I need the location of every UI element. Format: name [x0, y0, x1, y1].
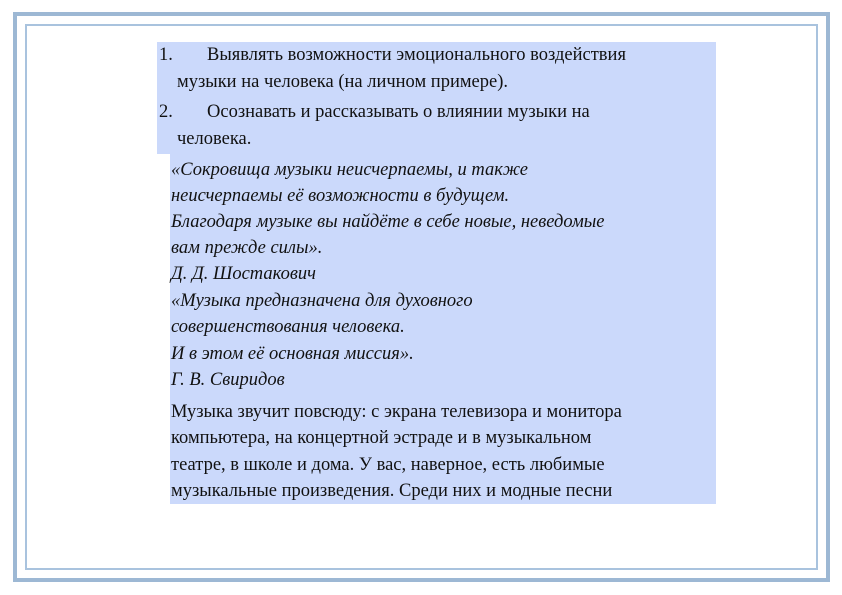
quote-author: Д. Д. Шостакович: [171, 264, 316, 284]
list-item-text: Осознавать и рассказывать о влиянии музыки на: [207, 102, 590, 122]
quote-line: неисчерпаемы её возможности в будущем.: [171, 186, 510, 206]
paragraph-line: компьютера, на концертной эстраде и в музыкальном: [171, 428, 592, 448]
quote-line: «Сокровища музыки неисчерпаемы, и также: [171, 160, 529, 180]
paragraph-line: театре, в школе и дома. У вас, наверное, есть любимые: [171, 455, 605, 475]
list-item-number: 1.: [159, 45, 173, 65]
quote-line: вам прежде силы».: [171, 238, 323, 258]
quote-line: «Музыка предназначена для духовного: [171, 291, 473, 311]
paragraph-line: Музыка звучит повсюду: с экрана телевизора и монитора: [171, 402, 622, 422]
quote-line: Благодаря музыке вы найдёте в себе новые, неведомые: [171, 212, 605, 232]
list-item-text-continued: музыки на человека (на личном примере).: [177, 72, 509, 92]
quote-line: совершенствования человека.: [171, 317, 405, 337]
paragraph-line: музыкальные произведения. Среди них и модные песни: [171, 481, 613, 501]
quote-line: И в этом её основная миссия».: [171, 344, 414, 364]
list-item-text-continued: человека.: [177, 129, 252, 149]
list-item-text: Выявлять возможности эмоционального воздействия: [207, 45, 626, 65]
quote-author: Г. В. Свиридов: [171, 370, 285, 390]
list-item-number: 2.: [159, 102, 173, 122]
